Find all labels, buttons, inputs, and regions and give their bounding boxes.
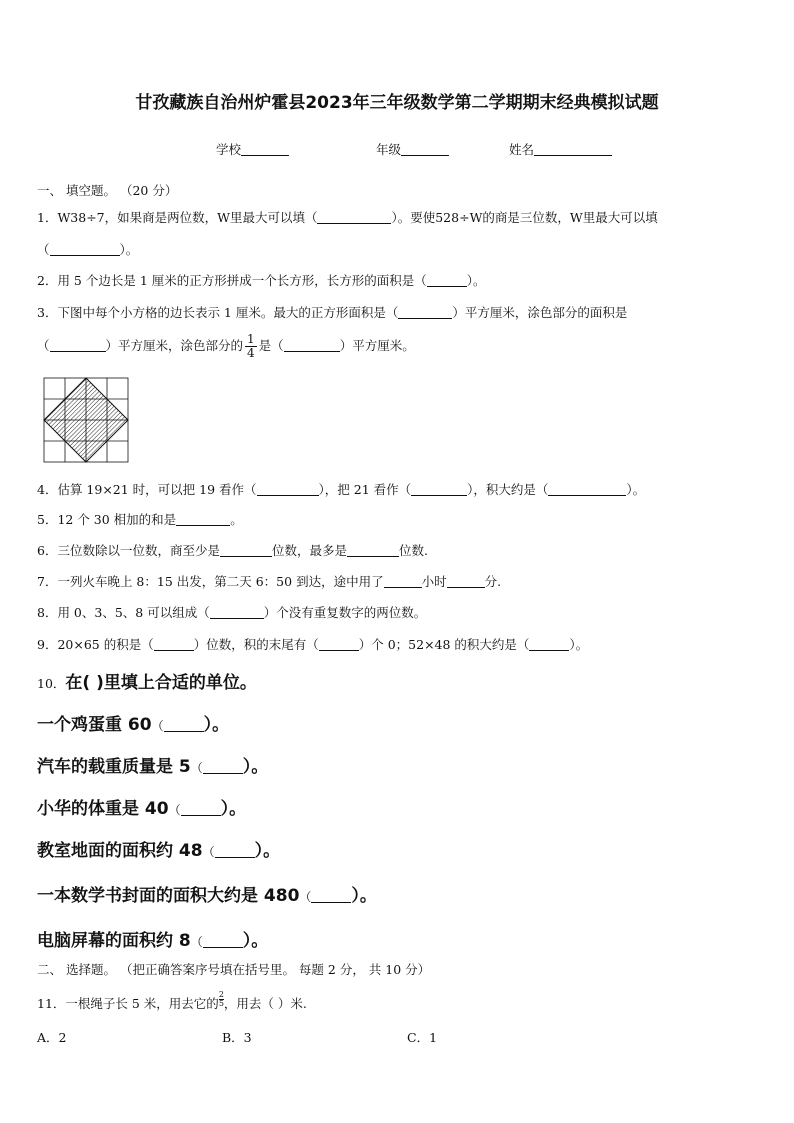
question-10-item-truck: 汽车的载重质量是 5（ ）。 <box>37 757 269 777</box>
grid-lines <box>44 378 128 462</box>
question-6: 6．三位数除以一位数，商至少是 位数，最多是 位数. <box>37 543 428 558</box>
school-field: 学校 <box>216 140 289 158</box>
answer-blank[interactable] <box>176 511 230 526</box>
answer-blank[interactable] <box>384 573 422 588</box>
question-7: 7．一列火车晚上 8：15 出发，第二天 6：50 到达，途中用了 小时 分. <box>37 574 502 589</box>
answer-blank[interactable] <box>411 481 467 496</box>
question-1-line-2: （ ）。 <box>37 242 139 257</box>
grade-field: 年级 <box>376 140 449 158</box>
option-b[interactable]: B．3 <box>222 1030 252 1045</box>
answer-blank[interactable] <box>50 241 120 256</box>
name-blank[interactable] <box>534 141 612 156</box>
question-10-heading: 10．在( )里填上合适的单位。 <box>37 673 257 693</box>
question-10-item-egg: 一个鸡蛋重 60（ ）。 <box>37 715 230 735</box>
question-11: 11．一根绳子长 5 米，用去它的 $\frac{2}{5}$，用去（ ）米. <box>37 990 307 1011</box>
answer-blank[interactable] <box>210 604 264 619</box>
grade-blank[interactable] <box>401 141 449 156</box>
question-4: 4．估算 19×21 时，可以把 19 看作（ ），把 21 看作（ ），积大约是（ ）。 <box>37 482 646 497</box>
answer-blank[interactable] <box>398 304 452 319</box>
answer-blank[interactable] <box>50 337 106 352</box>
option-a[interactable]: A．2 <box>37 1030 67 1045</box>
answer-blank[interactable] <box>319 636 359 651</box>
answer-blank[interactable] <box>427 272 467 287</box>
school-blank[interactable] <box>241 141 289 156</box>
answer-blank[interactable] <box>154 636 194 651</box>
section-fill-blank-heading: 一、 填空题。 （20 分） <box>37 183 178 198</box>
question-10-item-screen: 电脑屏幕的面积约 8（ ）。 <box>37 931 269 951</box>
square-grid-figure <box>42 376 130 464</box>
name-field: 姓名 <box>509 140 612 158</box>
fraction-two-fifths: $\frac{2}{5}$ <box>218 990 224 1008</box>
answer-blank[interactable] <box>181 801 221 816</box>
question-9: 9．20×65 的积是（ ）位数，积的末尾有（ ）个 0；52×48 的积大约是（ ）。 <box>37 637 589 652</box>
option-c[interactable]: C．1 <box>407 1030 438 1045</box>
answer-blank[interactable] <box>220 542 272 557</box>
answer-blank[interactable] <box>529 636 569 651</box>
fraction-one-quarter: $\frac{1}{4}$ <box>247 332 255 360</box>
answer-blank[interactable] <box>447 573 485 588</box>
answer-blank[interactable] <box>548 481 626 496</box>
question-3-line-1: 3．下图中每个小方格的边长表示 1 厘米。最大的正方形面积是（ ）平方厘米，涂色部分的面积是 <box>37 305 628 320</box>
answer-blank[interactable] <box>284 337 340 352</box>
question-10-item-weight: 小华的体重是 40（ ）。 <box>37 799 247 819</box>
answer-blank[interactable] <box>257 481 319 496</box>
answer-blank[interactable] <box>203 933 243 948</box>
section-choice-heading: 二、 选择题。 （把正确答案序号填在括号里。 每题 2 分， 共 10 分） <box>37 962 431 977</box>
question-10-item-book: 一本数学书封面的面积大约是 480（ ）。 <box>37 886 377 906</box>
question-8: 8．用 0、3、5、8 可以组成（ ）个没有重复数字的两位数。 <box>37 605 427 620</box>
answer-blank[interactable] <box>311 888 351 903</box>
answer-blank[interactable] <box>203 759 243 774</box>
answer-blank[interactable] <box>347 542 399 557</box>
question-3-line-2: （ ）平方厘米，涂色部分的 $\frac{1}{4}$ 是（ ）平方厘米。 <box>37 332 415 360</box>
question-5: 5．12 个 30 相加的和是 。 <box>37 512 243 527</box>
question-2: 2．用 5 个边长是 1 厘米的正方形拼成一个长方形，长方形的面积是（ ）。 <box>37 273 486 288</box>
question-1-line-1: 1．W38÷7，如果商是两位数，W里最大可以填（ ）。要使528÷W的商是三位数，W里最大可以填 <box>37 210 658 225</box>
page-title: 甘孜藏族自治州炉霍县2023年三年级数学第二学期期末经典模拟试题 <box>135 93 659 113</box>
answer-blank[interactable] <box>164 717 204 732</box>
question-10-item-classroom: 教室地面的面积约 48（ ）。 <box>37 841 281 861</box>
answer-blank[interactable] <box>215 843 255 858</box>
answer-blank[interactable] <box>317 209 391 224</box>
